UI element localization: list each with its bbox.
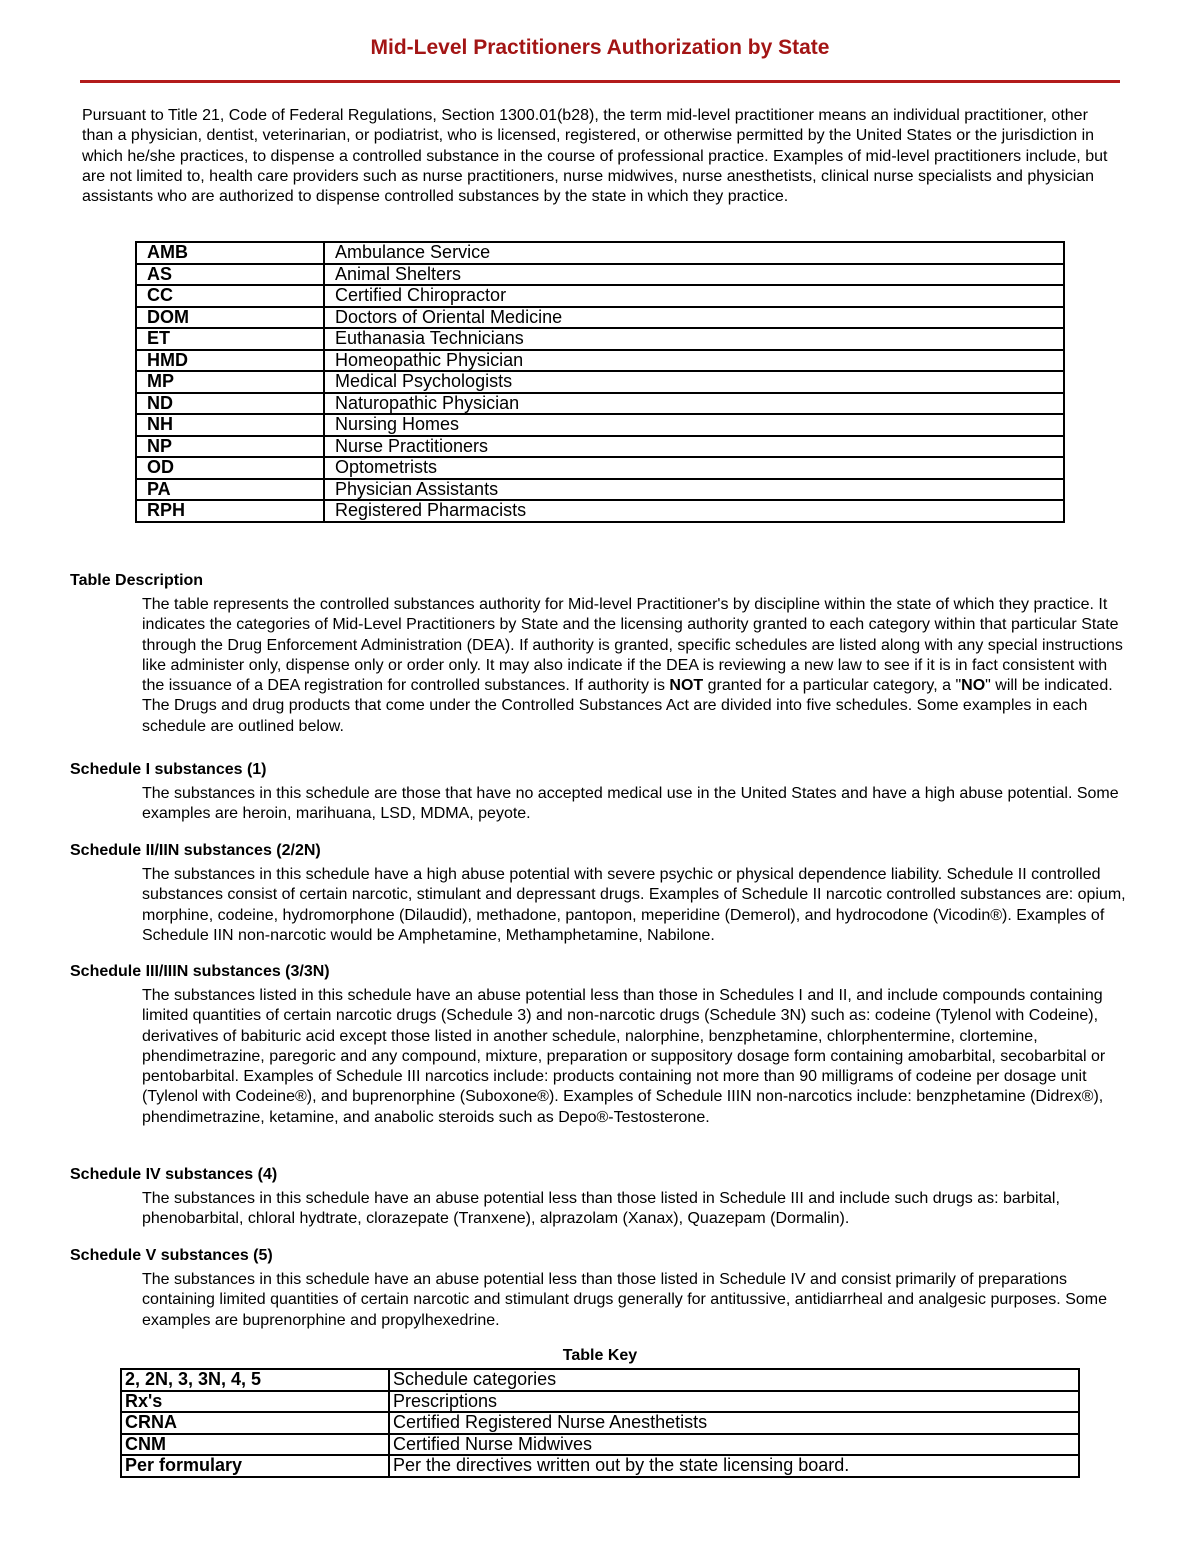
section-heading: Table Description	[70, 572, 204, 589]
key-meaning: Per the directives written out by the state licensing board.	[389, 1455, 1079, 1477]
table-row	[121, 1434, 1079, 1456]
abbreviation-code: ET	[136, 328, 324, 350]
abbreviation-meaning: Animal Shelters	[324, 264, 1064, 286]
table-row	[121, 1455, 1079, 1477]
abbreviation-code: CC	[136, 285, 324, 307]
section-heading: Schedule V substances (5)	[70, 1247, 273, 1264]
abbreviation-meaning: Homeopathic Physician	[324, 350, 1064, 372]
emphasis-not: NOT	[669, 677, 704, 695]
page-title: Mid-Level Practitioners Authorization by State	[370, 36, 830, 59]
table-description-section	[70, 571, 1130, 737]
abbreviation-meaning: Naturopathic Physician	[324, 393, 1064, 415]
table-row	[136, 500, 1064, 522]
title-divider	[80, 80, 1120, 83]
abbreviation-meaning: Physician Assistants	[324, 479, 1064, 501]
abbreviation-meaning: Nursing Homes	[324, 414, 1064, 436]
abbreviation-code: ND	[136, 393, 324, 415]
table-key-title: Table Key	[562, 1347, 638, 1364]
schedule-4-section	[70, 1165, 1130, 1230]
key-code: Per formulary	[121, 1455, 389, 1477]
schedule-2-section	[70, 841, 1130, 946]
table-row	[136, 242, 1064, 264]
abbreviation-meaning: Certified Chiropractor	[324, 285, 1064, 307]
section-body: The table represents the controlled substances authority for Mid-level Practitioner's by discipline within the state of which they practice. It indicates the categories of Mid-Level Practitioners by State and the licensing authority granted to each category within that particular State through the Drug Enforcement Administration (DEA). If authority is granted, specific schedules are listed along with any special instructions like administer only, dispense only or order only. It may also indicate if the DEA is reviewing a new law to see if it is in fact consistent with the issuance of a DEA registration for controlled substances. If authority is NOT granted for a particular category, a "NO" will be indicated. The Drugs and drug products that come under the Controlled Substances Act are divided into five schedules. Some examples in each schedule are outlined below.	[142, 596, 1123, 735]
key-code: CNM	[121, 1434, 389, 1456]
emphasis-no: NO	[961, 677, 986, 695]
section-body: The substances in this schedule have an abuse potential less than those listed in Schedule IV and consist primarily of preparations containing limited quantities of certain narcotic and stimulant drugs generally for antitussive, antidiarrheal and analgesic purposes. Some examples are buprenorphine and propylhexedrine.	[142, 1271, 1107, 1329]
key-code: Rx's	[121, 1391, 389, 1413]
table-row	[136, 479, 1064, 501]
abbreviation-table	[135, 241, 1065, 523]
section-body: The substances in this schedule are those that have no accepted medical use in the United States and have a high abuse potential. Some examples are heroin, marihuana, LSD, MDMA, peyote.	[142, 785, 1119, 823]
abbreviation-meaning: Registered Pharmacists	[324, 500, 1064, 522]
abbreviation-code: DOM	[136, 307, 324, 329]
abbreviation-code: PA	[136, 479, 324, 501]
abbreviation-code: OD	[136, 457, 324, 479]
section-body: The substances in this schedule have an abuse potential less than those listed in Schedule III and include such drugs as: barbital, phenobarbital, chloral hydtrate, clorazepate (Tranxene), alprazolam (Xanax), Quazepam (Dormalin).	[142, 1190, 1060, 1228]
schedule-3-section	[70, 962, 1130, 1128]
table-row	[136, 414, 1064, 436]
table-row	[136, 328, 1064, 350]
schedule-5-section	[70, 1246, 1130, 1331]
key-meaning: Prescriptions	[389, 1391, 1079, 1413]
abbreviation-code: MP	[136, 371, 324, 393]
table-row	[136, 457, 1064, 479]
abbreviation-meaning: Nurse Practitioners	[324, 436, 1064, 458]
table-row	[136, 307, 1064, 329]
section-heading: Schedule I substances (1)	[70, 761, 267, 778]
table-row	[121, 1391, 1079, 1413]
abbreviation-code: AS	[136, 264, 324, 286]
key-meaning: Schedule categories	[389, 1369, 1079, 1391]
abbreviation-code: AMB	[136, 242, 324, 264]
table-row	[121, 1369, 1079, 1391]
table-row	[136, 393, 1064, 415]
abbreviation-code: HMD	[136, 350, 324, 372]
key-code: 2, 2N, 3, 3N, 4, 5	[121, 1369, 389, 1391]
abbreviation-code: RPH	[136, 500, 324, 522]
abbreviation-meaning: Optometrists	[324, 457, 1064, 479]
key-meaning: Certified Nurse Midwives	[389, 1434, 1079, 1456]
abbreviation-meaning: Medical Psychologists	[324, 371, 1064, 393]
table-row	[136, 371, 1064, 393]
table-key	[120, 1368, 1080, 1478]
table-row	[136, 264, 1064, 286]
key-meaning: Certified Registered Nurse Anesthetists	[389, 1412, 1079, 1434]
schedule-1-section	[70, 760, 1130, 825]
table-row	[136, 285, 1064, 307]
key-code: CRNA	[121, 1412, 389, 1434]
abbreviation-meaning: Euthanasia Technicians	[324, 328, 1064, 350]
section-body: The substances listed in this schedule have an abuse potential less than those in Schedules I and II, and include compounds containing limited quantities of certain narcotic drugs (Schedule 3) and non-narcotic drugs (Schedule 3N) such as: codeine (Tylenol with Codeine), derivatives of babituric acid except those listed in another schedule, nalorphine, benzphetamine, chlorphentermine, clortemine, phendimetrazine, paregoric and any compound, mixture, preparation or suppository dosage form containing amobarbital, secobarbital or pentobarbital. Examples of Schedule III narcotics include: products containing not more than 90 milligrams of codeine per dosage unit (Tylenol with Codeine®), and buprenorphine (Suboxone®). Examples of Schedule IIIN non-narcotics include: benzphetamine (Didrex®), phendimetrazine, ketamine, and anabolic steroids such as Depo®-Testosterone.	[142, 987, 1106, 1126]
table-row	[136, 350, 1064, 372]
abbreviation-meaning: Ambulance Service	[324, 242, 1064, 264]
abbreviation-code: NH	[136, 414, 324, 436]
table-row	[121, 1412, 1079, 1434]
section-heading: Schedule IV substances (4)	[70, 1166, 278, 1183]
table-row	[136, 436, 1064, 458]
section-heading: Schedule III/IIIN substances (3/3N)	[70, 963, 330, 980]
abbreviation-code: NP	[136, 436, 324, 458]
abbreviation-meaning: Doctors of Oriental Medicine	[324, 307, 1064, 329]
section-heading: Schedule II/IIN substances (2/2N)	[70, 842, 321, 859]
section-body: The substances in this schedule have a high abuse potential with severe psychic or physical dependence liability. Schedule II controlled substances consist of certain narcotic, stimulant and depressant drugs. Examples of Schedule II narcotic controlled substances are: opium, morphine, codeine, hydromorphone (Dilaudid), methadone, pantopon, meperidine (Demerol), and hydrocodone (Vicodin®). Examples of Schedule IIN non-narcotic would be Amphetamine, Methamphetamine, Nabilone.	[142, 866, 1126, 944]
intro-paragraph: Pursuant to Title 21, Code of Federal Regulations, Section 1300.01(b28), the term mid-level practitioner means an individual practitioner, other than a physician, dentist, veterinarian, or podiatrist, who is licensed, registered, or otherwise permitted by the United States or the jurisdiction in which he/she practices, to dispense a controlled substance in the course of professional practice. Examples of mid-level practitioners include, but are not limited to, health care providers such as nurse practitioners, nurse midwives, nurse anesthetists, clinical nurse specialists and physician assistants who are authorized to dispense controlled substances by the state in which they practice.	[82, 107, 1108, 206]
